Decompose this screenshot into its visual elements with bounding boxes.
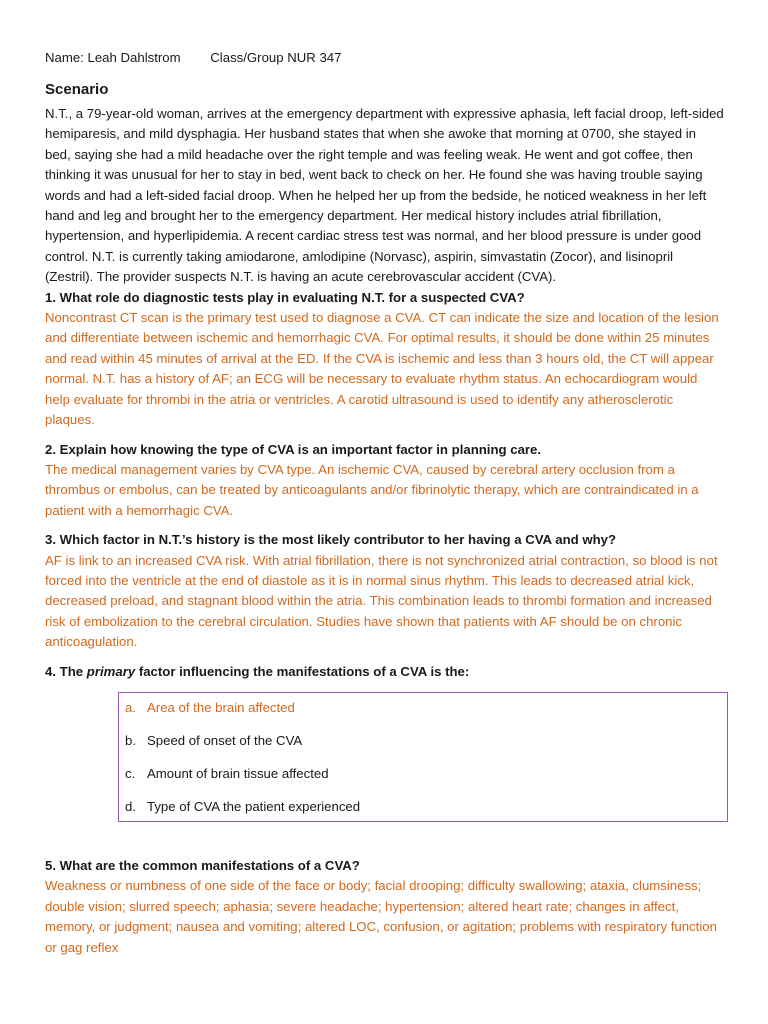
student-name: Name: Leah Dahlstrom — [45, 50, 181, 65]
option-c-letter: c. — [125, 765, 136, 781]
option-c-text: Amount of brain tissue affected — [147, 765, 329, 781]
document-page — [45, 47, 725, 958]
question-1: 1. What role do diagnostic tests play in evaluating N.T. for a suspected CVA? — [45, 289, 525, 305]
answer-3: AF is link to an increased CVA risk. With atrial fibrillation, there is not synchronized atrial contraction, so blood is not forced into the ventricle at the end of diastole as it is in normal sinus rhythm. This leads to decreased atrial kick, decreased preload, and stagnant blood within the atria. This combination leads to thrombi formation and increased risk of embolization to the cerebral circulation. Studies have shown that patients with AF should be on chronic anticoagulation. — [45, 552, 718, 650]
class-group: Class/Group NUR 347 — [210, 50, 342, 65]
answer-options-box — [118, 692, 728, 822]
question-4-suffix: factor influencing the manifestations of a CVA is the: — [135, 663, 470, 679]
question-4-prefix: 4. The — [45, 663, 87, 679]
question-4 — [45, 662, 725, 682]
option-b — [125, 729, 727, 762]
option-a — [125, 696, 727, 729]
scenario-text: N.T., a 79-year-old woman, arrives at the emergency department with expressive aphasia, left facial droop, left-sided hemiparesis, and mild dysphagia. Her husband states that when she awoke that morning at 0700, she stayed in bed, saying she had a mild headache over the right temple and was feeling weak. He went and got coffee, then thinking it was unusual for her to stay in bed, went back to check on her. He found she was having trouble saying words and had a left-sided facial droop. When he helped her up from the bedside, he noticed weakness in her left hand and leg and brought her to the emergency department. Her medical history includes atrial fibrillation, hypertension, and hyperlipidemia. A recent cardiac stress test was normal, and her blood pressure is under good control. N.T. is currently taking amiodarone, amlodipine (Norvasc), aspirin, simvastatin (Zocor), and lisinopril (Zestril). The provider suspects N.T. is having an acute cerebrovascular accident (CVA). — [45, 106, 724, 285]
question-2: 2. Explain how knowing the type of CVA is an important factor in planning care. — [45, 441, 542, 457]
scenario-heading: Scenario — [45, 81, 109, 98]
option-a-text: Area of the brain affected — [147, 699, 295, 715]
option-d — [125, 795, 727, 819]
option-b-letter: b. — [125, 732, 136, 748]
option-c — [125, 762, 727, 795]
question-5: 5. What are the common manifestations of a CVA? — [45, 857, 360, 873]
question-4-emphasis: primary — [86, 663, 136, 679]
option-b-text: Speed of onset of the CVA — [147, 732, 303, 748]
option-d-letter: d. — [125, 798, 136, 814]
answer-1: Noncontrast CT scan is the primary test used to diagnose a CVA. CT can indicate the size and location of the lesion and differentiate between ischemic and hemorrhagic CVA. For optimal results, it should be done within 25 minutes and read within 45 minutes of arrival at the ED. If the CVA is ischemic and less than 3 hours old, the CT will appear normal. N.T. has a history of AF; an ECG will be necessary to evaluate rhythm status. An echocardiogram would help evaluate for thrombi in the atria or ventricles. A carotid ultrasound is used to identify any atherosclerotic plaques. — [45, 310, 719, 428]
answer-5: Weakness or numbness of one side of the face or body; facial drooping; difficulty swallowing; ataxia, clumsiness; double vision; slurred speech; aphasia; severe headache; hypertension; altered heart rate; changes in affect, memory, or judgment; nausea and vomiting; altered LOC, confusion, or agitation; problems with respiratory function or gag reflex — [45, 878, 717, 955]
option-a-letter: a. — [125, 699, 136, 715]
question-3: 3. Which factor in N.T.’s history is the most likely contributor to her having a CVA and why? — [45, 532, 617, 548]
option-d-text: Type of CVA the patient experienced — [147, 798, 361, 814]
answer-2: The medical management varies by CVA type. An ischemic CVA, caused by cerebral artery occlusion from a thrombus or embolus, can be treated by anticoagulants and/or fibrinolytic therapy, which are contraindicated in a patient with a hemorrhagic CVA. — [45, 461, 699, 518]
student-header — [45, 47, 725, 69]
